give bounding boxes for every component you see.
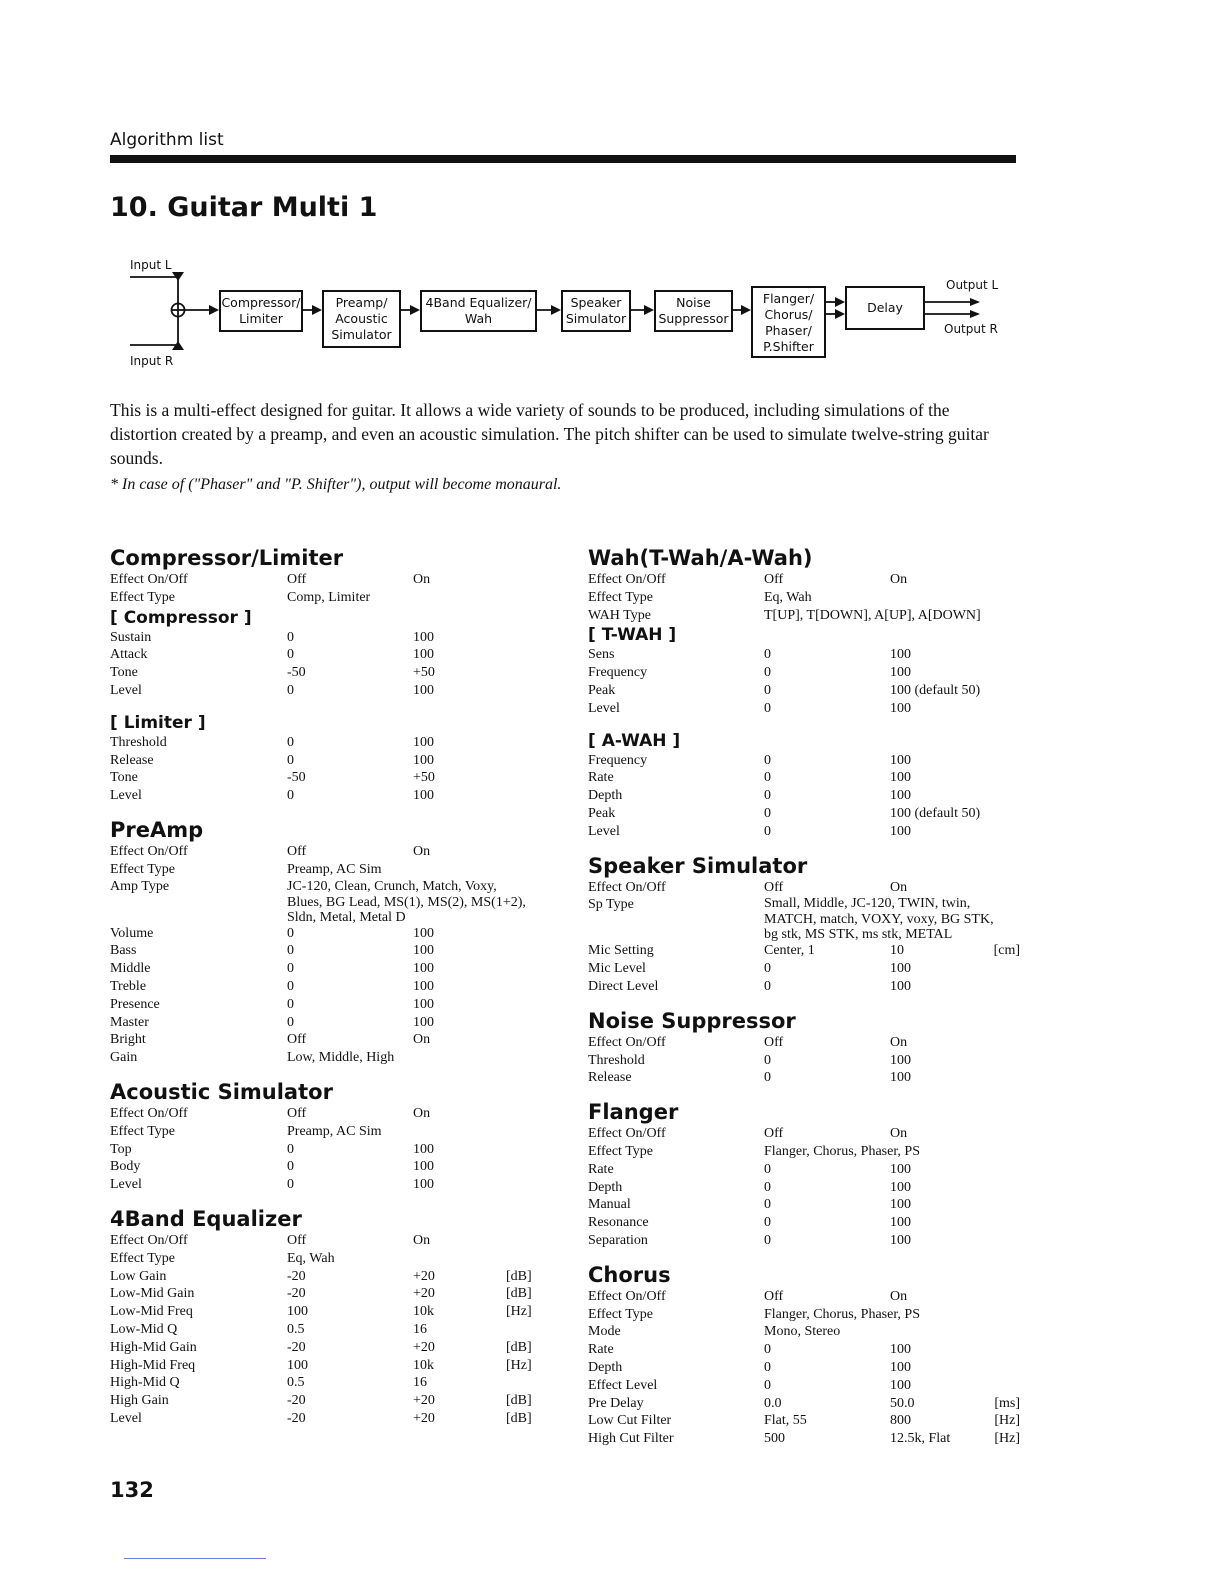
param-row: Rate 0 100: [588, 770, 911, 786]
param-row: Low-Mid Freq 100 10k [Hz]: [110, 1304, 532, 1320]
param-row: Effect Type Flanger, Chorus, Phaser, PS: [588, 1306, 920, 1322]
subsection-title-limiter: [ Limiter ]: [110, 712, 206, 733]
param-row: Depth 0 100: [588, 1179, 911, 1195]
param-row: Peak 0 100 (default 50): [588, 805, 981, 821]
param-row: Low-Mid Gain -20 +20 [dB]: [110, 1286, 532, 1302]
noise-suppressor-block: Noise Suppressor: [654, 290, 733, 332]
param-row: Level 0 100: [110, 1177, 434, 1193]
param-row: Depth 0 100: [588, 788, 911, 804]
arrow-head: [209, 305, 219, 315]
param-row: Effect Type Flanger, Chorus, Phaser, PS: [588, 1143, 920, 1159]
param-row: Effect On/Off Off On: [588, 879, 908, 895]
param-row: Level 0 100: [588, 700, 911, 716]
running-header: Algorithm list: [110, 130, 224, 150]
subsection-title-compressor: [ Compressor ]: [110, 607, 252, 628]
param-row: Level 0 100: [110, 682, 434, 698]
param-row: Mic Level 0 100: [588, 961, 911, 977]
param-row: Bass 0 100: [110, 943, 434, 959]
param-row: High-Mid Q 0.5 16: [110, 1375, 427, 1391]
param-row: Effect On/Off Off On: [110, 843, 431, 859]
param-row: Low Cut Filter Flat, 55 800 [Hz]: [588, 1413, 1020, 1429]
param-row: Frequency 0 100: [588, 752, 911, 768]
param-row: Effect Type Eq, Wah: [110, 1250, 335, 1266]
param-row: Pre Delay 0.0 50.0 [ms]: [588, 1395, 1020, 1411]
flanger-chorus-block: Flanger/ Chorus/ Phaser/ P.Shifter: [751, 286, 826, 358]
param-row: Gain Low, Middle, High: [110, 1050, 395, 1066]
section-title-acoustic-simulator: Acoustic Simulator: [110, 1079, 333, 1104]
param-row: Level 0 100: [588, 823, 911, 839]
param-row: Sustain 0 100: [110, 629, 434, 645]
input-r-label: Input R: [130, 354, 174, 368]
param-row: Separation 0 100: [588, 1232, 911, 1248]
arrow-head: [741, 305, 751, 315]
param-row: Middle 0 100: [110, 961, 434, 977]
param-row: Level -20 +20 [dB]: [110, 1410, 532, 1426]
subsection-title-a-wah: [ A-WAH ]: [588, 730, 681, 751]
param-row: Bright Off On: [110, 1032, 431, 1048]
intro-paragraph: This is a multi-effect designed for guitar. It allows a wide variety of sounds to be produced, including simulations of the distortion created by a preamp, and even an acoustic simulation. The pitch shifter can be used to simulate twelve-string guitar sounds.: [110, 400, 989, 468]
output-r-label: Output R: [944, 322, 998, 336]
param-row: Low Gain -20 +20 [dB]: [110, 1268, 532, 1284]
preamp-acoustic-block: Preamp/ Acoustic Simulator: [322, 290, 401, 348]
input-l-label: Input L: [130, 258, 172, 272]
param-row: Level 0 100: [110, 788, 434, 804]
param-row: Presence 0 100: [110, 996, 434, 1012]
output-l-label: Output L: [946, 278, 999, 292]
param-row: High-Mid Freq 100 10k [Hz]: [110, 1357, 532, 1373]
param-row: Sp Type Small, Middle, JC-120, TWIN, twin, MATCH, match, VOXY, voxy, BG STK, bg stk, MS STK, ms stk, METAL: [588, 896, 994, 943]
param-row: Effect Type Eq, Wah: [588, 589, 812, 605]
section-title-speaker-simulator: Speaker Simulator: [588, 853, 808, 878]
param-row: Effect Level 0 100: [588, 1377, 911, 1393]
input-l-wire: [130, 277, 178, 303]
param-row: Rate 0 100: [588, 1342, 911, 1358]
section-title-preamp: PreAmp: [110, 817, 204, 842]
monaural-note: * In case of ("Phaser" and "P. Shifter"), output will become monaural.: [110, 476, 562, 493]
param-row: Manual 0 100: [588, 1197, 911, 1213]
header-rule: [110, 155, 1016, 163]
param-row: Sens 0 100: [588, 647, 911, 663]
param-row: Frequency 0 100: [588, 665, 911, 681]
section-title-chorus: Chorus: [588, 1262, 671, 1287]
param-row: Release 0 100: [588, 1070, 911, 1086]
param-row: Effect On/Off Off On: [588, 1288, 908, 1304]
param-row: Effect On/Off Off On: [110, 572, 431, 587]
param-row: Master 0 100: [110, 1014, 434, 1030]
arrow-head: [551, 305, 561, 315]
arrow-head: [835, 297, 845, 307]
section-title-compressor-limiter: Compressor/Limiter: [110, 546, 344, 570]
param-row: High Cut Filter 500 12.5k, Flat [Hz]: [588, 1431, 1020, 1447]
param-row: High-Mid Gain -20 +20 [dB]: [110, 1339, 532, 1355]
param-row: Effect Type Comp, Limiter: [110, 589, 371, 605]
param-row: Tone -50 +50: [110, 665, 435, 681]
left-column: [110, 545, 550, 1428]
section-title-4band-equalizer: 4Band Equalizer: [110, 1206, 302, 1231]
param-row: Depth 0 100: [588, 1359, 911, 1375]
param-row: Mic Setting Center, 1 10 [cm]: [588, 943, 1020, 959]
param-row: WAH Type T[UP], T[DOWN], A[UP], A[DOWN]: [588, 607, 981, 623]
page-number: 132: [110, 1478, 154, 1502]
param-row: Threshold 0 100: [110, 734, 434, 750]
arrow-head: [410, 305, 420, 315]
param-row: Rate 0 100: [588, 1161, 911, 1177]
param-row: Effect Type Preamp, AC Sim: [110, 1123, 382, 1139]
param-row: Threshold 0 100: [588, 1052, 911, 1068]
param-row: Top 0 100: [110, 1141, 434, 1157]
param-row: Direct Level 0 100: [588, 978, 911, 994]
subsection-title-t-wah: [ T-WAH ]: [588, 625, 677, 646]
param-row: Volume 0 100: [110, 925, 434, 941]
param-row: Treble 0 100: [110, 978, 434, 994]
param-row: Effect On/Off Off On: [588, 572, 908, 587]
param-row: Release 0 100: [110, 752, 434, 768]
speaker-simulator-block: Speaker Simulator: [561, 290, 631, 332]
page-title: 10. Guitar Multi 1: [110, 192, 378, 223]
param-row: Effect On/Off Off On: [110, 1105, 431, 1121]
param-row: Peak 0 100 (default 50): [588, 682, 981, 698]
section-title-flanger: Flanger: [588, 1100, 679, 1125]
signal-flow-diagram: [110, 250, 1016, 375]
delay-block: Delay: [845, 286, 925, 330]
arrow-head: [970, 310, 980, 318]
arrow-head: [644, 305, 654, 315]
right-column: [588, 545, 1020, 1448]
section-title-noise-suppressor: Noise Suppressor: [588, 1008, 796, 1033]
equalizer-wah-block: 4Band Equalizer/ Wah: [420, 290, 537, 332]
section-title-wah: Wah(T-Wah/A-Wah): [588, 546, 813, 570]
footer-divider: [124, 1558, 266, 1559]
param-row: High Gain -20 +20 [dB]: [110, 1393, 532, 1409]
param-row: Effect On/Off Off On: [110, 1232, 431, 1248]
compressor-limiter-block: Compressor/ Limiter: [219, 290, 303, 332]
param-row: Effect Type Preamp, AC Sim: [110, 861, 382, 877]
input-r-wire: [130, 317, 178, 345]
param-row: Effect On/Off Off On: [588, 1034, 908, 1050]
param-row: Low-Mid Q 0.5 16: [110, 1321, 427, 1337]
param-row: Tone -50 +50: [110, 770, 435, 786]
param-row: Amp Type JC-120, Clean, Crunch, Match, Voxy, Blues, BG Lead, MS(1), MS(2), MS(1+2), Sldn, Metal, Metal D: [110, 878, 526, 925]
param-row: Mode Mono, Stereo: [588, 1324, 841, 1340]
param-row: Effect On/Off Off On: [588, 1126, 908, 1142]
param-row: Attack 0 100: [110, 647, 434, 663]
param-row: Resonance 0 100: [588, 1215, 911, 1231]
arrow-head: [970, 298, 980, 306]
arrow-head: [835, 309, 845, 319]
arrow-head: [312, 305, 322, 315]
param-row: Body 0 100: [110, 1159, 434, 1175]
